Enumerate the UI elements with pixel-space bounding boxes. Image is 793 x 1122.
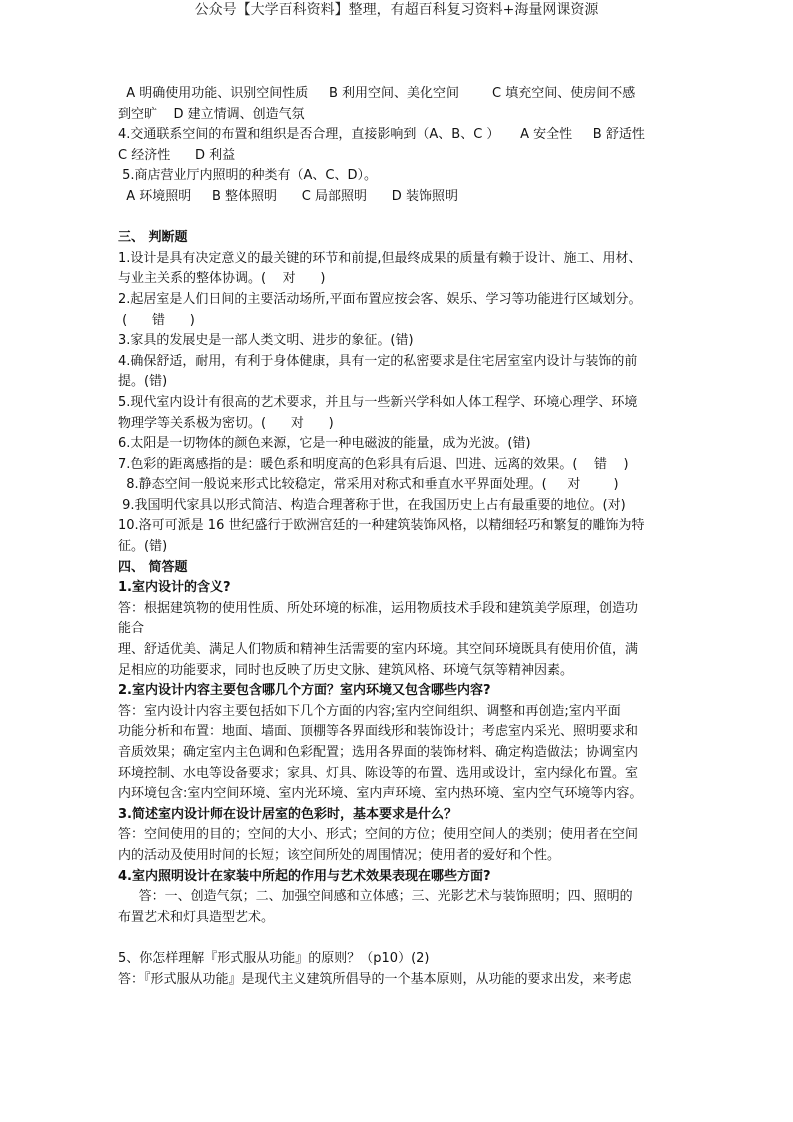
section-4-title: 四、 简答题 xyxy=(118,559,188,575)
answer-line: 答：空间使用的目的；空间的大小、形式；空间的方位；使用空间人的类别；使用者在空间 xyxy=(118,827,639,843)
answer-line: 答：『形式服从功能』是现代主义建筑所倡导的一个基本原则，从功能的要求出发，来考虑 xyxy=(118,971,632,987)
judgment-line: 3.家具的发展史是一部人类文明、进步的象征。(错) xyxy=(118,333,414,349)
answer-line: 音质效果；确定室内主色调和色彩配置；选用各界面的装饰材料、确定构造做法；协调室内 xyxy=(118,745,639,760)
question-title: 3.简述室内设计师在设计居室的色彩时，基本要求是什么？ xyxy=(118,806,457,822)
spacer xyxy=(118,928,684,949)
question-title: 4.室内照明设计在家装中所起的作用与艺术效果表现在哪些方面? xyxy=(118,868,491,884)
question-title: 2.室内设计内容主要包含哪几个方面？室内环境又包含哪些内容? xyxy=(118,683,491,699)
answer-line: 答：室内设计内容主要包括如下几个方面的内容;室内空间组织、调整和再创造;室内平面 xyxy=(118,703,621,719)
document-body xyxy=(118,84,684,990)
option-line: A 明确使用功能、识别空间性质 B 利用空间、美化空间 C 填充空间、使房间不感 xyxy=(118,86,636,101)
question-5-title: 5、你怎样理解『形式服从功能』的原则？（p10）(2) xyxy=(118,950,430,966)
page-header: 公众号【大学百科资料】整理，有超百科复习资料+海量网课资源 xyxy=(194,2,599,18)
judgment-line: 1.设计是具有决定意义的最关键的环节和前提,但最终成果的质量有赖于设计、施工、用材、 xyxy=(118,250,642,266)
answer-line: 能合 xyxy=(118,621,145,637)
answer-line: 答：一、创造气氛；二、加强空间感和立体感；三、光影艺术与装饰照明；四、照明的 xyxy=(118,889,633,905)
answer-line: 足相应的功能要求，同时也反映了历史文脉、建筑风格、环境气氛等精神因素。 xyxy=(118,662,574,678)
judgment-line: 提。(错) xyxy=(118,374,168,390)
judgment-line: 8.静态空间一般说来形式比较稳定，常采用对称式和垂直水平界面处理。( 对 ) xyxy=(118,477,619,493)
option-line: 到空旷 D 建立情调、创造气氛 xyxy=(118,106,305,122)
judgment-line: 2.起居室是人们日间的主要活动场所,平面布置应按会客、娱乐、学习等功能进行区域划分。 xyxy=(118,291,642,307)
option-line: A 环境照明 B 整体照明 C 局部照明 D 装饰照明 xyxy=(118,188,458,204)
judgment-line: 与业主关系的整体协调。( 对 ) xyxy=(118,271,326,287)
judgment-line: 7.色彩的距离感指的是：暖色系和明度高的色彩具有后退、凹进、远离的效果。( 错 ) xyxy=(118,456,629,472)
answer-line: 环境控制、水电等设备要求；家具、灯具、陈设等的布置、选用或设计，室内绿化布置。室 xyxy=(118,765,639,781)
judgment-line: 5.现代室内设计有很高的艺术要求，并且与一些新兴学科如人体工程学、环境心理学、环境 xyxy=(118,394,638,410)
answer-line: 布置艺术和灯具造型艺术。 xyxy=(118,909,275,925)
answer-line: 内环境包含:室内空间环境、室内光环境、室内声环境、室内热环境、室内空气环境等内容。 xyxy=(118,786,643,802)
question-title: 1.室内设计的含义? xyxy=(118,580,231,596)
answer-line: 答：根据建筑物的使用性质、所处环境的标准，运用物质技术手段和建筑美学原理，创造功 xyxy=(118,600,639,616)
judgment-line: 10.洛可可派是 16 世纪盛行于欧洲宫廷的一种建筑装饰风格，以精细轻巧和繁复的雕饰为特 xyxy=(118,518,645,534)
judgment-line: 物理学等关系极为密切。( 对 ) xyxy=(118,415,334,431)
judgment-line: 9.我国明代家具以形式简洁、构造合理著称于世，在我国历史上占有最重要的地位。(对) xyxy=(118,497,626,513)
judgment-line: 征。(错) xyxy=(118,539,168,555)
option-line: 4.交通联系空间的布置和组织是否合理，直接影响到（A、B、C ） A 安全性 B 舒适性 xyxy=(118,127,645,143)
section-3-title: 三、 判断题 xyxy=(118,230,188,246)
answer-line: 功能分析和布置：地面、墙面、顶棚等各界面线形和装饰设计；考虑室内采光、照明要求和 xyxy=(118,724,639,740)
option-line: 5.商店营业厅内照明的种类有（A、C、D）。 xyxy=(118,168,378,184)
judgment-line: 6.太阳是一切物体的颜色来源，它是一种电磁波的能量，成为光波。(错) xyxy=(118,436,531,452)
judgment-line: ( 错 ) xyxy=(118,312,195,328)
spacer xyxy=(118,208,684,229)
answer-line: 理、舒适优美、满足人们物质和精神生活需要的室内环境。其空间环境既具有使用价值，满 xyxy=(118,642,639,658)
option-line: C 经济性 D 利益 xyxy=(118,147,236,163)
answer-line: 内的活动及使用时间的长短；该空间所处的周围情况；使用者的爱好和个性。 xyxy=(118,847,561,863)
judgment-line: 4.确保舒适，耐用，有利于身体健康，具有一定的私密要求是住宅居室室内设计与装饰的前 xyxy=(118,353,638,369)
